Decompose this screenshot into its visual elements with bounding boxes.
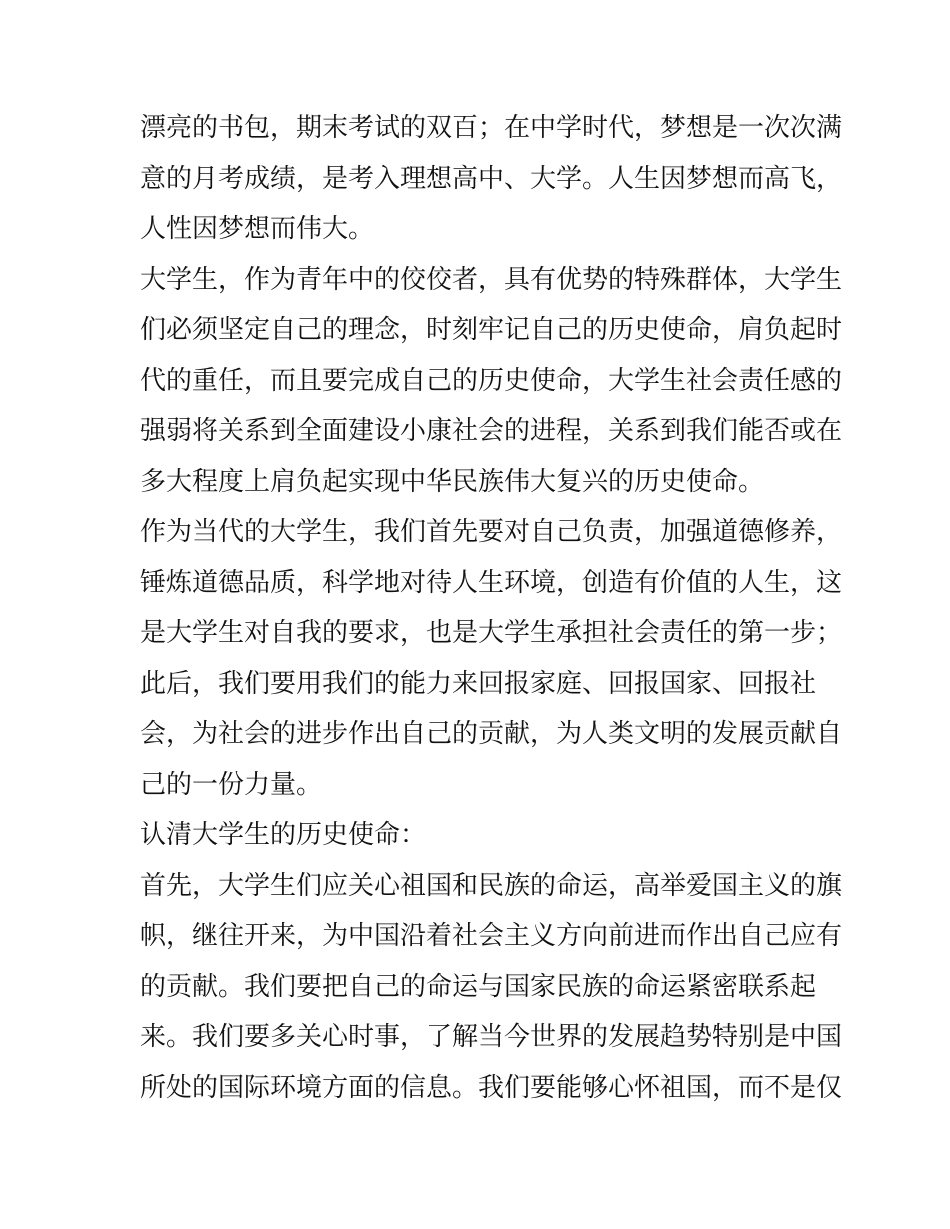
text-line: 所处的国际环境方面的信息。我们要能够心怀祖国，而不是仅 <box>140 1072 843 1103</box>
text-line: 是大学生对自我的要求，也是大学生承担社会责任的第一步； <box>140 618 843 648</box>
text-line: 漂亮的书包，期末考试的双百；在中学时代，梦想是一次次满 <box>140 113 843 143</box>
text-line: 作为当代的大学生，我们首先要对自己负责，加强道德修养， <box>140 517 843 547</box>
text-line: 大学生，作为青年中的佼佼者，具有优势的特殊群体，大学生 <box>140 264 843 295</box>
text-line: 人性因梦想而伟大。 <box>140 214 375 244</box>
text-line: 代的重任，而且要完成自己的历史使命，大学生社会责任感的 <box>140 365 843 396</box>
text-line: 们必须坚定自己的理念，时刻牢记自己的历史使命，肩负起时 <box>140 315 843 345</box>
text-line: 己的一份力量。 <box>140 769 323 800</box>
text-line: 会，为社会的进步作出自己的贡献，为人类文明的发展贡献自 <box>140 719 843 749</box>
text-line: 帜，继往开来，为中国沿着社会主义方向前进而作出自己应有 <box>140 921 843 951</box>
text-line: 认清大学生的历史使命： <box>140 820 427 850</box>
text-line: 强弱将关系到全面建设小康社会的进程，关系到我们能否或在 <box>140 416 843 446</box>
text-line: 来。我们要多关心时事，了解当今世界的发展趋势特别是中国 <box>140 1022 843 1052</box>
text-line: 锤炼道德品质，科学地对待人生环境，创造有价值的人生，这 <box>140 567 843 598</box>
body-text <box>140 103 843 1113</box>
text-line: 多大程度上肩负起实现中华民族伟大复兴的历史使命。 <box>140 466 765 497</box>
text-line: 首先，大学生们应关心祖国和民族的命运，高举爱国主义的旗 <box>140 870 843 901</box>
text-line: 意的月考成绩，是考入理想高中、大学。人生因梦想而高飞， <box>140 163 843 194</box>
text-line: 此后，我们要用我们的能力来回报家庭、回报国家、回报社 <box>140 668 817 699</box>
text-line: 的贡献。我们要把自己的命运与国家民族的命运紧密联系起 <box>140 971 817 1002</box>
